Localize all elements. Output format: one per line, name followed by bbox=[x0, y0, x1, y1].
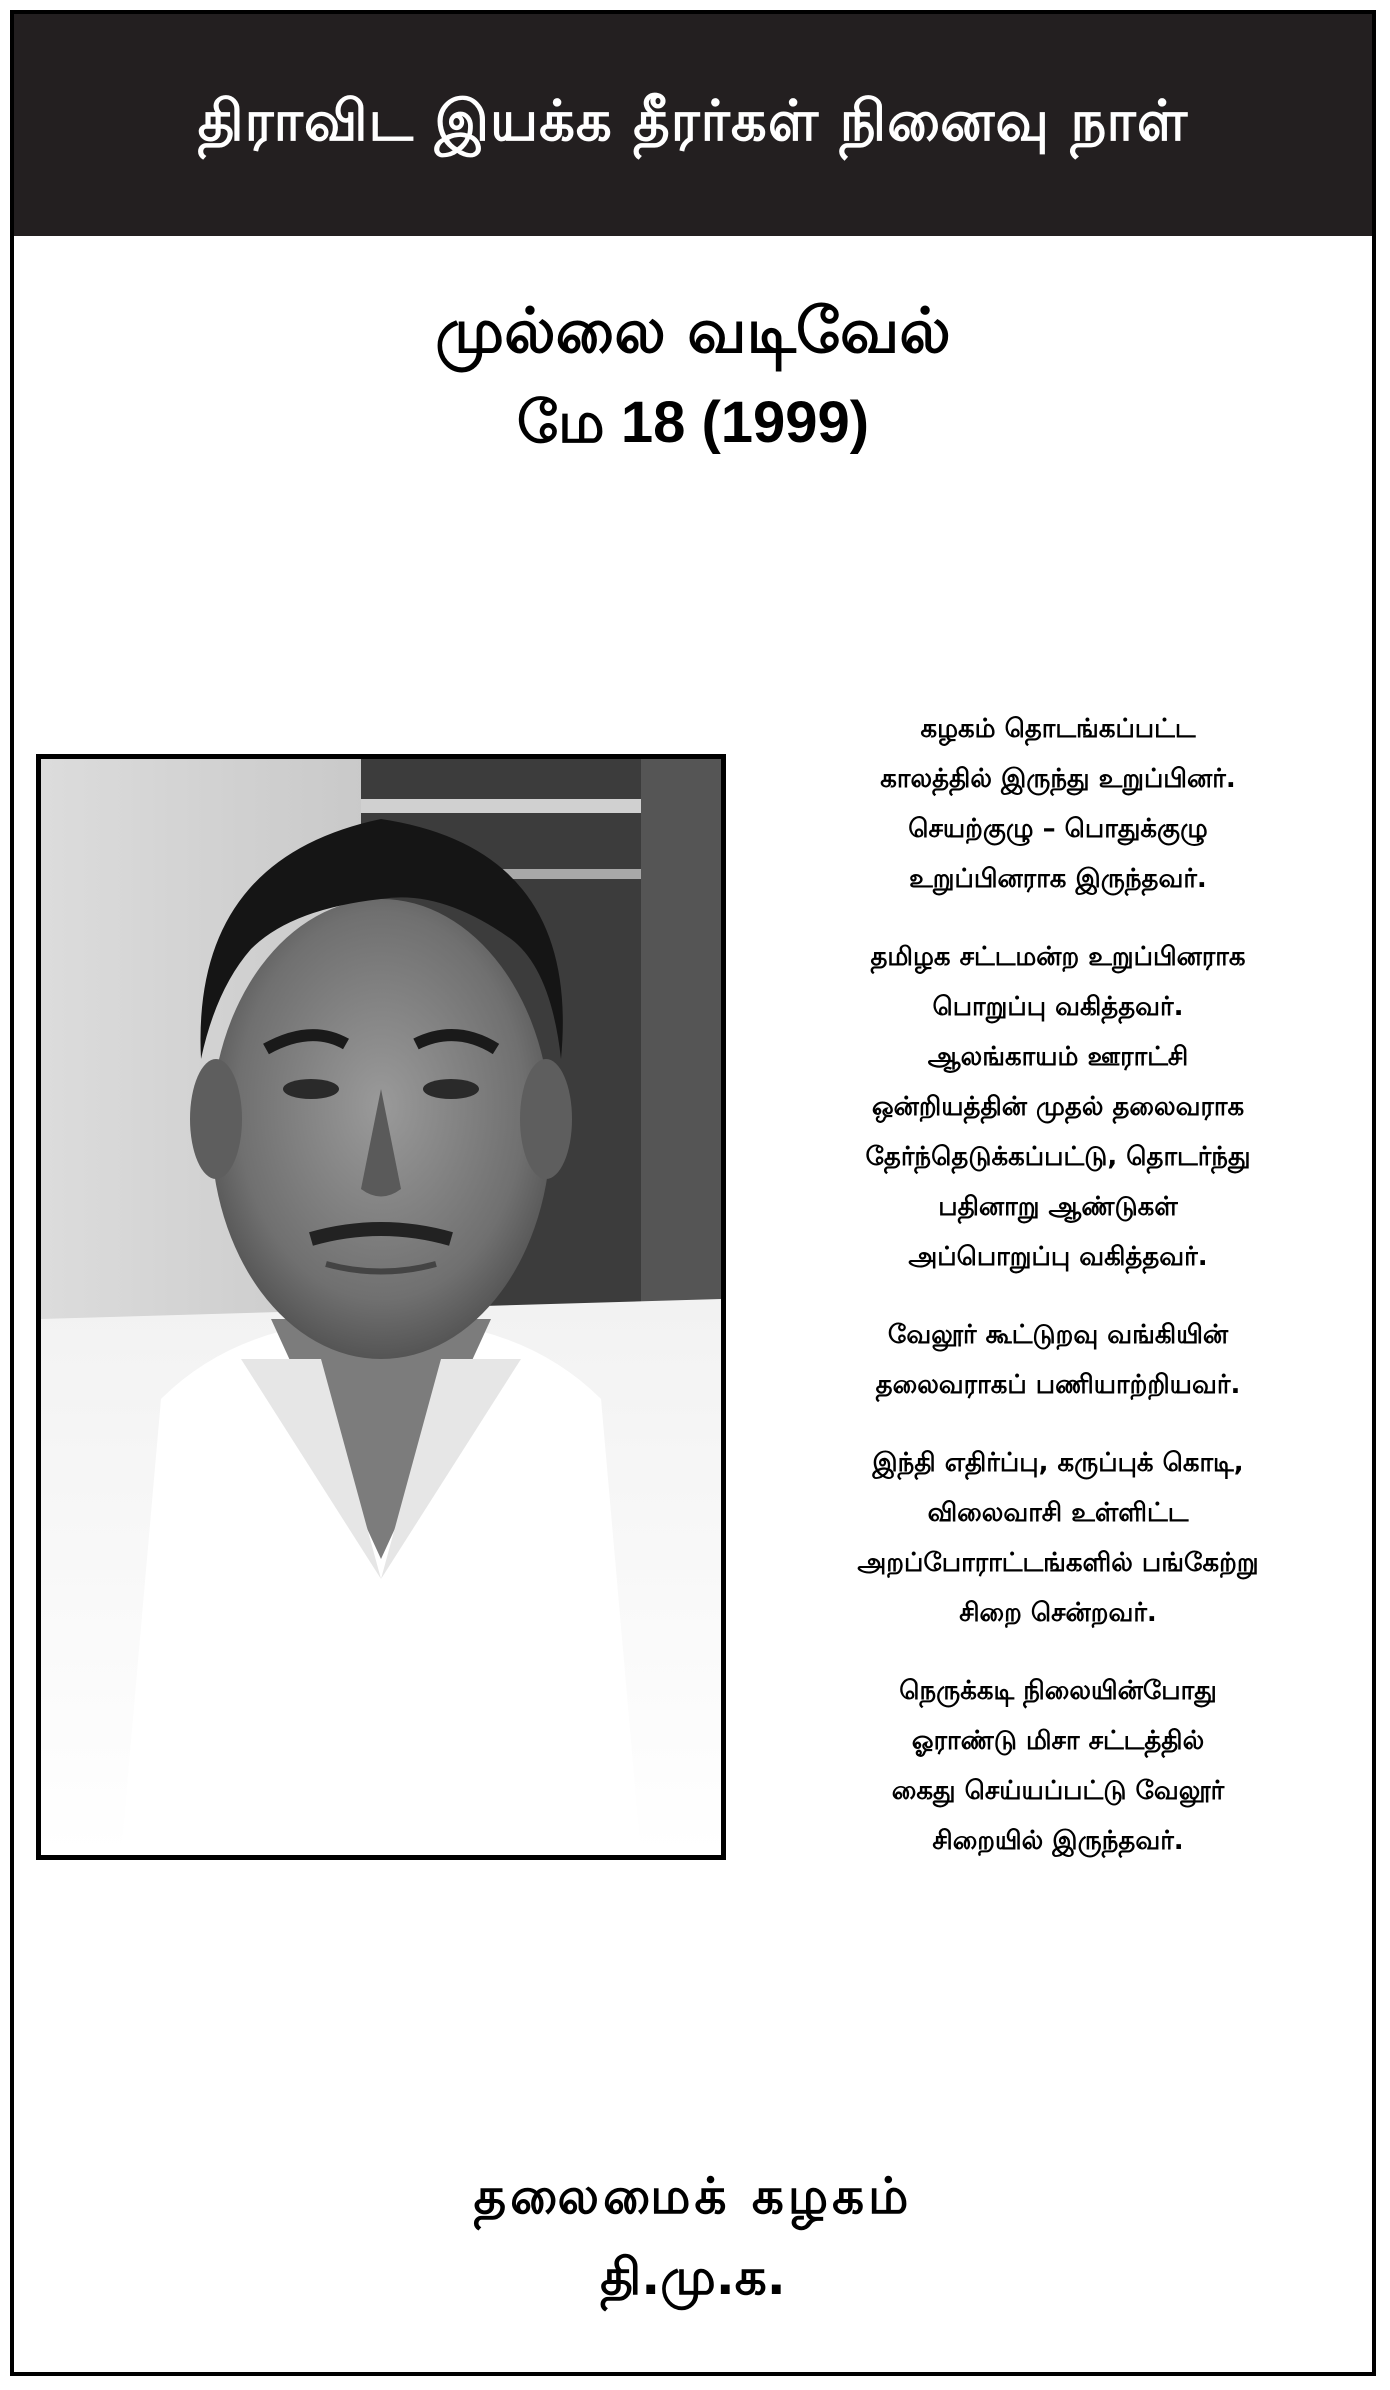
bio-line: விலைவாசி உள்ளிட்ட bbox=[927, 1498, 1189, 1528]
bio-line: தமிழக சட்டமன்ற உறுப்பினராக bbox=[870, 942, 1246, 972]
bio-line: பதினாறு ஆண்டுகள் bbox=[938, 1192, 1178, 1222]
portrait-photo bbox=[36, 754, 726, 1860]
bio-paragraph bbox=[738, 704, 1376, 904]
bio-paragraph bbox=[738, 1310, 1376, 1410]
person-name: முல்லை வடிவேல் bbox=[435, 294, 951, 367]
bio-line: காலத்தில் இருந்து உறுப்பினர். bbox=[880, 764, 1236, 794]
bio-line: பொறுப்பு வகித்தவர். bbox=[932, 992, 1184, 1022]
bio-paragraph bbox=[738, 932, 1376, 1282]
portrait-illustration bbox=[41, 759, 721, 1855]
bio-line: கைது செய்யப்பட்டு வேலூர் bbox=[891, 1776, 1225, 1806]
bio-line: சிறை சென்றவர். bbox=[959, 1598, 1157, 1628]
bio-line: தேர்ந்தெடுக்கப்பட்டு, தொடர்ந்து bbox=[865, 1142, 1251, 1172]
bio-line: சிறையில் இருந்தவர். bbox=[932, 1826, 1184, 1856]
bio-line: செயற்குழு – பொதுக்குழு bbox=[908, 814, 1208, 844]
bio-line: ஒன்றியத்தின் முதல் தலைவராக bbox=[871, 1092, 1245, 1122]
bio-line: தலைவராகப் பணியாற்றியவர். bbox=[875, 1370, 1241, 1400]
bio-line: அப்பொறுப்பு வகித்தவர். bbox=[908, 1242, 1208, 1272]
name-block bbox=[14, 294, 1372, 458]
bio-line: இந்தி எதிர்ப்பு, கருப்புக் கொடி, bbox=[872, 1448, 1244, 1478]
footer-signature bbox=[14, 2164, 1372, 2310]
bio-paragraph bbox=[738, 1666, 1376, 1866]
footer-party: தி.மு.க. bbox=[600, 2248, 786, 2306]
banner-title: திராவிட இயக்க தீரர்கள் நினைவு நாள் bbox=[197, 89, 1189, 154]
bio-line: அறப்போராட்டங்களில் பங்கேற்று bbox=[857, 1548, 1259, 1578]
bio-line: நெருக்கடி நிலையின்போது bbox=[899, 1676, 1217, 1706]
biography bbox=[738, 704, 1376, 1894]
notice-frame bbox=[10, 10, 1376, 2376]
memorial-date: மே 18 (1999) bbox=[516, 390, 870, 456]
header-banner bbox=[14, 14, 1372, 236]
bio-line: ஓராண்டு மிசா சட்டத்தில் bbox=[911, 1726, 1205, 1756]
bio-line: கழகம் தொடங்கப்பட்ட bbox=[920, 714, 1196, 744]
bio-line: ஆலங்காயம் ஊராட்சி bbox=[927, 1042, 1189, 1072]
bio-line: வேலூர் கூட்டுறவு வங்கியின் bbox=[887, 1320, 1229, 1350]
bio-line: உறுப்பினராக இருந்தவர். bbox=[909, 864, 1207, 894]
footer-organization: தலைமைக் கழகம் bbox=[473, 2167, 913, 2225]
bio-paragraph bbox=[738, 1438, 1376, 1638]
